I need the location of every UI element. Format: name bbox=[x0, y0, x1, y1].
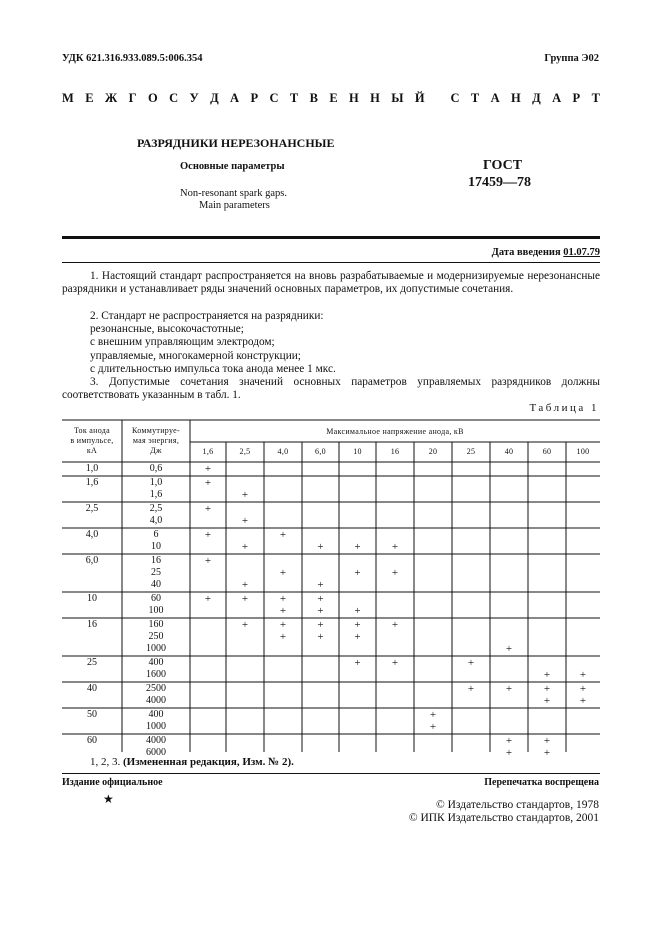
header-voltage-value: 40 bbox=[504, 447, 514, 456]
cell-energy: 0,6 bbox=[149, 463, 163, 474]
cell-current: 1,6 bbox=[85, 477, 99, 488]
cell-energy: 6 bbox=[153, 529, 159, 540]
header-voltage-value: 20 bbox=[428, 447, 438, 456]
paragraph-2-line: резонансные, высокочастотные; bbox=[90, 323, 244, 336]
cell-energy: 25 bbox=[151, 567, 161, 578]
header-current-line: в импульсе, bbox=[70, 436, 114, 445]
cell-plus-mark: + bbox=[241, 515, 249, 527]
cell-plus-mark: + bbox=[543, 735, 551, 747]
paragraph-1: 1. Настоящий стандарт распространяется на вновь разрабатываемые и модернизируемые нерезонансные разрядники и устанавливает ряды значений основных параметров, их допустимые сочетания. bbox=[62, 270, 600, 296]
cell-current: 60 bbox=[87, 735, 97, 746]
cell-plus-mark: + bbox=[279, 605, 287, 617]
cell-plus-mark: + bbox=[317, 541, 324, 553]
table-caption: Таблица 1 bbox=[529, 402, 599, 414]
cell-energy: 4000 bbox=[146, 735, 166, 746]
heading-letter: Г bbox=[128, 91, 137, 105]
cell-current: 16 bbox=[87, 619, 97, 630]
heading-letter: Н bbox=[349, 91, 359, 105]
paragraph-2-line: с внешним управляющим электродом; bbox=[90, 336, 275, 349]
document-subtitle: Основные параметры bbox=[180, 161, 285, 172]
thick-divider bbox=[62, 236, 600, 239]
cell-plus-mark: + bbox=[391, 541, 399, 553]
cell-current: 4,0 bbox=[85, 529, 99, 540]
cell-current: 40 bbox=[87, 683, 97, 694]
cell-energy: 1,6 bbox=[149, 489, 163, 500]
header-voltage-value: 60 bbox=[542, 447, 552, 456]
cell-energy: 1000 bbox=[146, 643, 166, 654]
header-voltage-value: 6,0 bbox=[315, 447, 326, 456]
copyright-1978: © Издательство стандартов, 1978 bbox=[435, 799, 599, 811]
cell-energy: 400 bbox=[148, 657, 164, 668]
header-voltage-value: 25 bbox=[466, 447, 476, 456]
header-energy-line: мая энергия, bbox=[132, 436, 180, 445]
bottom-divider bbox=[62, 773, 600, 774]
heading-letter: О bbox=[147, 91, 158, 105]
cell-energy: 6000 bbox=[146, 747, 166, 758]
copyright-2001: © ИПК Издательство стандартов, 2001 bbox=[408, 812, 599, 824]
cell-plus-mark: + bbox=[467, 657, 475, 669]
heading-letter: Н bbox=[511, 91, 521, 105]
cell-energy: 160 bbox=[148, 619, 164, 630]
header-current-line: кА bbox=[86, 446, 98, 455]
amendment-text: (Измененная редакция, Изм. № 2). bbox=[123, 756, 294, 768]
header-voltage-value: 4,0 bbox=[277, 447, 289, 456]
cell-plus-mark: + bbox=[317, 631, 324, 643]
heading-letter: А bbox=[230, 91, 240, 105]
cell-current: 1,0 bbox=[85, 463, 99, 474]
cell-plus-mark: + bbox=[279, 631, 287, 643]
paragraph-2-line: управляемые, многокамерной конструкции; bbox=[90, 349, 301, 362]
header-voltage-value: 100 bbox=[576, 447, 590, 456]
heading-letter: У bbox=[189, 91, 199, 105]
paragraph-2-line: с длительностью импульса тока анода менее 1 мкс. bbox=[90, 362, 336, 375]
cell-plus-mark: + bbox=[543, 747, 551, 759]
cell-plus-mark: + bbox=[505, 683, 513, 695]
heading-letter: Т bbox=[591, 91, 600, 105]
cell-energy: 1,0 bbox=[149, 477, 163, 488]
cell-plus-mark: + bbox=[505, 643, 513, 655]
udk-code: УДК 621.316.933.089.5:006.354 bbox=[62, 53, 203, 64]
heading-letter: Д bbox=[210, 91, 219, 105]
cell-plus-mark: + bbox=[505, 735, 513, 747]
heading-letter: С bbox=[169, 91, 179, 105]
cell-plus-mark: + bbox=[354, 657, 361, 669]
cell-plus-mark: + bbox=[354, 619, 361, 631]
heading-letter: Р bbox=[250, 91, 259, 105]
star-icon: ★ bbox=[103, 792, 114, 806]
heading-letter: Т bbox=[470, 91, 480, 105]
paragraph-2 bbox=[90, 310, 600, 376]
cell-plus-mark: + bbox=[429, 709, 437, 721]
heading-letter: С bbox=[450, 91, 460, 105]
cell-plus-mark: + bbox=[579, 683, 587, 695]
cell-plus-mark: + bbox=[204, 503, 212, 515]
effective-date-value: 01.07.79 bbox=[563, 247, 600, 258]
heading-letter: Й bbox=[414, 91, 425, 105]
cell-plus-mark: + bbox=[279, 529, 287, 541]
interstate-standard-heading bbox=[62, 91, 600, 106]
cell-plus-mark: + bbox=[279, 619, 287, 631]
cell-plus-mark: + bbox=[467, 683, 475, 695]
cell-plus-mark: + bbox=[204, 529, 212, 541]
english-title-line1: Non-resonant spark gaps. bbox=[180, 188, 288, 199]
cell-plus-mark: + bbox=[204, 463, 212, 475]
cell-current: 50 bbox=[87, 709, 97, 720]
cell-plus-mark: + bbox=[317, 593, 324, 605]
effective-date-label: Дата введения bbox=[491, 247, 564, 258]
cell-energy: 40 bbox=[151, 579, 161, 590]
heading-letter: А bbox=[552, 91, 562, 105]
heading-letter: Т bbox=[289, 91, 299, 105]
cell-plus-mark: + bbox=[543, 695, 551, 707]
cell-current: 2,5 bbox=[85, 503, 99, 514]
cell-plus-mark: + bbox=[391, 567, 399, 579]
group-code: Группа Э02 bbox=[544, 53, 599, 64]
header-current-line: Ток анода bbox=[73, 426, 111, 435]
thin-divider bbox=[62, 262, 600, 263]
heading-letter: Е bbox=[329, 91, 338, 105]
cell-plus-mark: + bbox=[354, 567, 361, 579]
header-voltage: Максимальное напряжение анода, кВ bbox=[326, 427, 464, 436]
cell-plus-mark: + bbox=[579, 669, 587, 681]
heading-letter: Р bbox=[572, 91, 581, 105]
cell-energy: 400 bbox=[148, 709, 164, 720]
header-voltage-value: 1,6 bbox=[202, 447, 214, 456]
cell-plus-mark: + bbox=[317, 605, 324, 617]
heading-letter: А bbox=[490, 91, 500, 105]
cell-plus-mark: + bbox=[579, 695, 587, 707]
heading-letter: Ы bbox=[391, 91, 404, 105]
amendment-note bbox=[90, 756, 294, 768]
reprint-prohibited: Перепечатка воспрещена bbox=[484, 777, 599, 788]
document-title: РАЗРЯДНИКИ НЕРЕЗОНАНСНЫЕ bbox=[137, 136, 335, 150]
cell-plus-mark: + bbox=[354, 541, 361, 553]
cell-energy: 2,5 bbox=[149, 503, 163, 514]
cell-energy: 1600 bbox=[146, 669, 166, 680]
paragraph-2-line: 2. Стандарт не распространяется на разрядники: bbox=[90, 310, 324, 322]
heading-letter: В bbox=[309, 91, 318, 105]
header-voltage-value: 10 bbox=[353, 447, 362, 456]
cell-current: 10 bbox=[87, 593, 97, 604]
gost-number: 17459—78 bbox=[468, 175, 531, 190]
heading-letter bbox=[436, 91, 439, 106]
cell-energy: 4000 bbox=[146, 695, 166, 706]
gost-label: ГОСТ bbox=[483, 158, 523, 173]
cell-plus-mark: + bbox=[241, 579, 249, 591]
cell-energy: 16 bbox=[151, 555, 161, 566]
official-edition: Издание официальное bbox=[62, 777, 163, 788]
paragraph-3: 3. Допустимые сочетания значений основных параметров управляемых разрядников должны соответствовать указанным в табл. 1. bbox=[62, 376, 600, 402]
cell-energy: 2500 bbox=[146, 683, 166, 694]
cell-energy: 10 bbox=[151, 541, 161, 552]
header-voltage-value: 2,5 bbox=[239, 447, 251, 456]
cell-plus-mark: + bbox=[279, 567, 287, 579]
heading-letter: М bbox=[62, 91, 74, 105]
heading-letter: Н bbox=[370, 91, 380, 105]
cell-plus-mark: + bbox=[391, 657, 399, 669]
cell-plus-mark: + bbox=[354, 605, 361, 617]
cell-plus-mark: + bbox=[241, 593, 249, 605]
cell-energy: 1000 bbox=[146, 721, 166, 732]
heading-letter: Ж bbox=[104, 91, 118, 105]
cell-energy: 100 bbox=[148, 605, 164, 616]
heading-letter: С bbox=[269, 91, 279, 105]
cell-energy: 60 bbox=[151, 593, 161, 604]
cell-plus-mark: + bbox=[429, 721, 437, 733]
cell-energy: 4,0 bbox=[149, 515, 163, 526]
cell-plus-mark: + bbox=[279, 593, 287, 605]
header-energy-line: Дж bbox=[150, 446, 162, 455]
cell-current: 25 bbox=[87, 657, 97, 668]
cell-plus-mark: + bbox=[204, 555, 212, 567]
cell-plus-mark: + bbox=[204, 477, 212, 489]
heading-letter: Д bbox=[532, 91, 541, 105]
cell-plus-mark: + bbox=[505, 747, 513, 759]
english-title-line2: Main parameters bbox=[199, 200, 270, 211]
cell-plus-mark: + bbox=[391, 619, 399, 631]
header-voltage-value: 16 bbox=[390, 447, 400, 456]
cell-plus-mark: + bbox=[317, 619, 324, 631]
header-energy-line: Коммутируе- bbox=[132, 426, 180, 435]
cell-plus-mark: + bbox=[241, 489, 249, 501]
cell-plus-mark: + bbox=[317, 579, 324, 591]
parameters-table bbox=[62, 418, 600, 759]
cell-plus-mark: + bbox=[354, 631, 361, 643]
amendment-items: 1, 2, 3. bbox=[90, 756, 123, 768]
cell-plus-mark: + bbox=[204, 593, 212, 605]
effective-date bbox=[492, 247, 600, 258]
cell-current: 6,0 bbox=[85, 555, 99, 566]
cell-plus-mark: + bbox=[241, 541, 249, 553]
cell-energy: 250 bbox=[148, 631, 164, 642]
heading-letter: Е bbox=[85, 91, 94, 105]
cell-plus-mark: + bbox=[543, 683, 551, 695]
cell-plus-mark: + bbox=[543, 669, 551, 681]
cell-plus-mark: + bbox=[241, 619, 249, 631]
